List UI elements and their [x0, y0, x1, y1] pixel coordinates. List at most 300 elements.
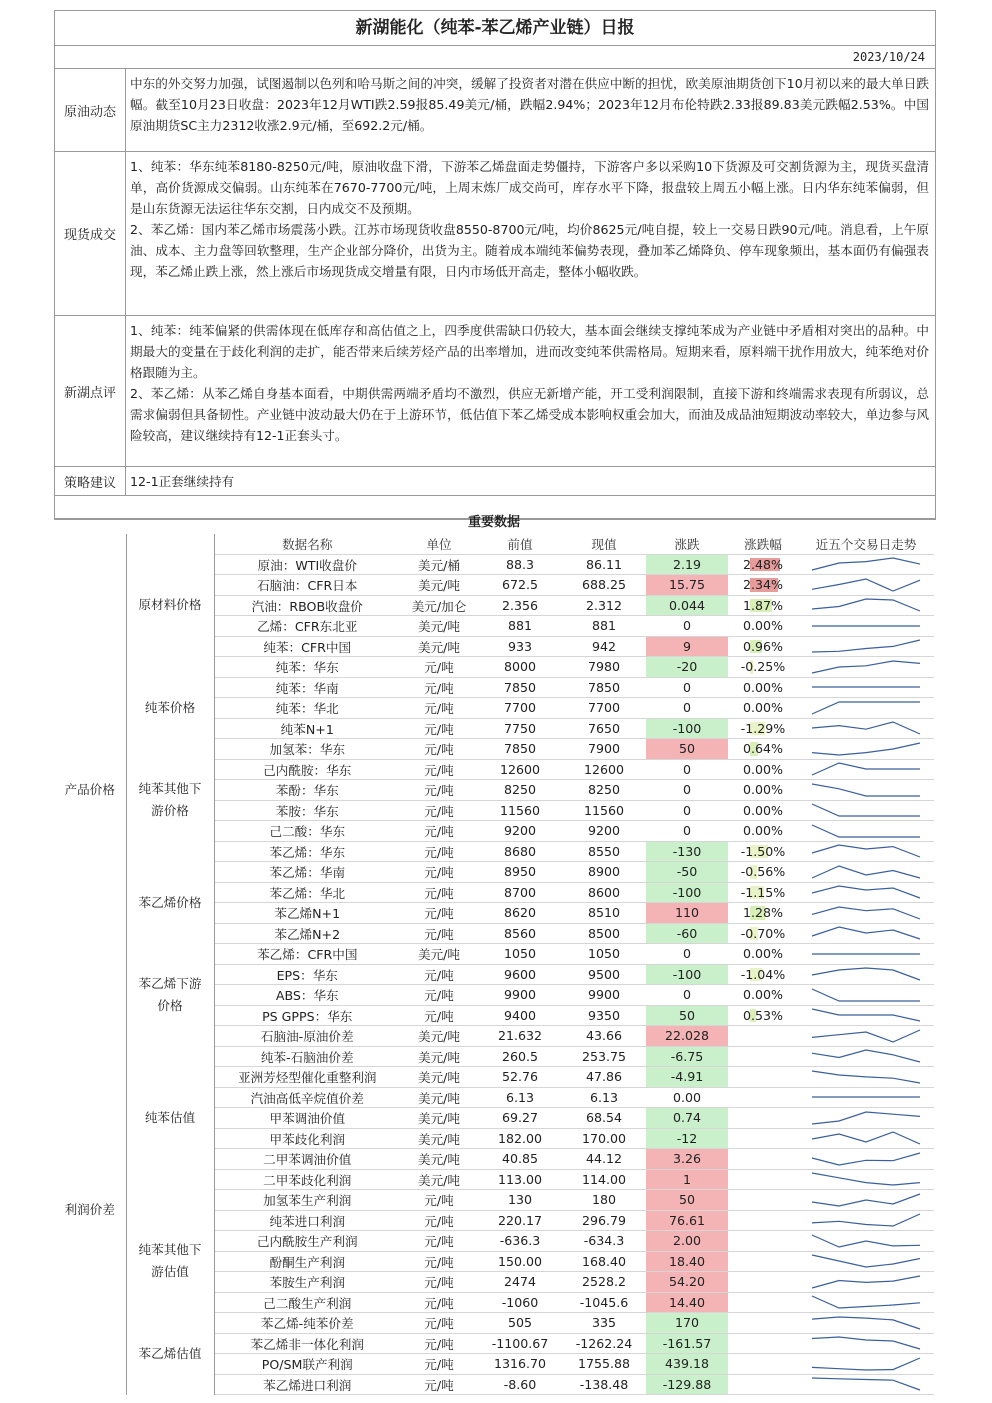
cell-prev: -636.3	[478, 1231, 562, 1252]
column-header: 单位	[400, 534, 478, 554]
cell-current: 168.40	[562, 1251, 646, 1272]
subgroup-label-text: 纯苯估值	[144, 1109, 196, 1125]
cell-unit: 美元/吨	[400, 1046, 478, 1067]
cell-trend	[798, 554, 934, 575]
cell-trend	[798, 1169, 934, 1190]
cell-change: 18.40	[646, 1251, 728, 1272]
trend-sparkline	[810, 843, 922, 859]
cell-current: 9200	[562, 821, 646, 842]
cell-pct-change	[728, 1046, 798, 1067]
trend-sparkline	[810, 597, 922, 613]
cell-name: 纯苯：CFR中国	[214, 636, 400, 657]
cell-change: 0	[646, 616, 728, 637]
cell-pct-change	[728, 718, 798, 739]
pct-value: -1.04%	[740, 966, 786, 982]
trend-line	[812, 1378, 920, 1390]
table-row	[54, 1026, 934, 1047]
cell-pct-change	[728, 821, 798, 842]
cell-trend	[798, 1149, 934, 1170]
cell-unit: 元/吨	[400, 1272, 478, 1293]
cell-name: ABS：华东	[214, 985, 400, 1006]
section-paragraph: 中东的外交努力加强，试图遏制以色列和哈马斯之间的冲突，缓解了投资者对潜在供应中断的担忧，欧美原油期货创下10月初以来的最大单日跌幅。截至10月23日收盘：2023年12月WTI跌2.59报85.49美元/桶，跌幅2.94%；2023年12月布伦特跌2.33报89.83美元跌幅2.53%。中国原油期货SC主力2312收涨2.9元/桶，至692.2元/桶。	[130, 76, 929, 133]
cell-current: 881	[562, 616, 646, 637]
cell-trend	[798, 1251, 934, 1272]
trend-sparkline	[810, 1028, 922, 1044]
cell-current: 9500	[562, 964, 646, 985]
section-text	[126, 69, 935, 151]
cell-change: 0	[646, 800, 728, 821]
cell-change: 110	[646, 903, 728, 924]
section-text	[126, 152, 935, 315]
cell-change: -50	[646, 862, 728, 883]
cell-change: 439.18	[646, 1354, 728, 1375]
header-blank	[126, 534, 214, 554]
cell-pct-change	[728, 1210, 798, 1231]
column-header: 涨跌	[646, 534, 728, 554]
group-label-text: 产品价格	[64, 781, 115, 797]
cell-change: 0	[646, 780, 728, 801]
cell-name: 纯苯：华南	[214, 677, 400, 698]
section-2	[55, 152, 935, 316]
trend-line	[812, 1009, 920, 1021]
cell-trend	[798, 1272, 934, 1293]
report-date: 2023/10/24	[852, 50, 925, 64]
cell-change: 0	[646, 698, 728, 719]
cell-unit: 美元/吨	[400, 1149, 478, 1170]
cell-prev: -8.60	[478, 1374, 562, 1395]
subgroup-label-text: 纯苯其他下游价格	[138, 781, 202, 818]
cell-name: 苯胺：华东	[214, 800, 400, 821]
cell-unit: 元/吨	[400, 903, 478, 924]
cell-unit: 元/吨	[400, 923, 478, 944]
cell-unit: 美元/桶	[400, 554, 478, 575]
cell-pct-change	[728, 657, 798, 678]
cell-name: 纯苯：华北	[214, 698, 400, 719]
cell-current: 942	[562, 636, 646, 657]
cell-change: 0	[646, 677, 728, 698]
cell-prev: 182.00	[478, 1128, 562, 1149]
cell-pct-change	[728, 1149, 798, 1170]
trend-sparkline	[810, 1192, 922, 1208]
cell-name: 苯乙烯：华南	[214, 862, 400, 883]
cell-prev: 52.76	[478, 1067, 562, 1088]
cell-prev: 88.3	[478, 554, 562, 575]
cell-prev: 7750	[478, 718, 562, 739]
section-text	[126, 316, 935, 466]
cell-trend	[798, 1005, 934, 1026]
cell-trend	[798, 718, 934, 739]
cell-prev: 12600	[478, 759, 562, 780]
section-4	[55, 467, 935, 496]
cell-unit: 元/吨	[400, 1354, 478, 1375]
trend-sparkline	[810, 1212, 922, 1228]
trend-line	[812, 558, 920, 570]
cell-change: 1	[646, 1169, 728, 1190]
cell-current: 170.00	[562, 1128, 646, 1149]
cell-pct-change	[728, 575, 798, 596]
cell-prev: 8680	[478, 841, 562, 862]
section-paragraph: 2、苯乙烯：从苯乙烯自身基本面看，中期供需两端矛盾均不激烈，供应无新增产能，开工受利润限制，直接下游和终端需求表现有所弱议，总需求偏弱但具备韧性。产业链中波动最大仍在于上游环节，低估值下苯乙烯受成本影响权重会加大，而油及成品油短期波动率较大，单边参与风险较高，建议继续持有12-1正套头寸。	[130, 386, 929, 443]
cell-prev: 150.00	[478, 1251, 562, 1272]
trend-line	[812, 1030, 920, 1042]
trend-line	[812, 1358, 920, 1370]
cell-trend	[798, 882, 934, 903]
report-title: 新湖能化（纯苯-苯乙烯产业链）日报	[55, 11, 935, 46]
group-label	[54, 554, 126, 1026]
trend-line	[812, 702, 920, 714]
cell-trend	[798, 1292, 934, 1313]
cell-current: -634.3	[562, 1231, 646, 1252]
cell-name: 甲苯调油价值	[214, 1108, 400, 1129]
cell-prev: 9600	[478, 964, 562, 985]
pct-value: -0.25%	[740, 659, 786, 675]
subgroup-label	[126, 759, 214, 841]
cell-name: 苯乙烯：CFR中国	[214, 944, 400, 965]
cell-name: 石脑油-原油价差	[214, 1026, 400, 1047]
pct-value: 0.53%	[742, 1007, 783, 1023]
cell-change: -100	[646, 964, 728, 985]
report-frame	[54, 10, 936, 520]
trend-sparkline	[810, 987, 922, 1003]
cell-unit: 美元/吨	[400, 944, 478, 965]
cell-unit: 元/吨	[400, 841, 478, 862]
subgroup-label-text: 原材料价格	[138, 597, 202, 613]
subgroup-label	[126, 1210, 214, 1313]
cell-change: -100	[646, 882, 728, 903]
data-table-wrap	[54, 512, 934, 1395]
cell-change: 3.26	[646, 1149, 728, 1170]
cell-change: -129.88	[646, 1374, 728, 1395]
cell-trend	[798, 1313, 934, 1334]
trend-line	[812, 1132, 920, 1144]
trend-sparkline	[810, 1274, 922, 1290]
cell-name: 苯乙烯进口利润	[214, 1374, 400, 1395]
cell-prev: 11560	[478, 800, 562, 821]
cell-name: 苯乙烯N+2	[214, 923, 400, 944]
cell-unit: 元/吨	[400, 718, 478, 739]
trend-sparkline	[810, 1253, 922, 1269]
pct-value: 2.48%	[742, 556, 783, 572]
cell-name: 纯苯-石脑油价差	[214, 1046, 400, 1067]
cell-pct-change	[728, 1067, 798, 1088]
cell-unit: 美元/吨	[400, 1026, 478, 1047]
pct-value: 0.64%	[742, 741, 783, 757]
trend-line	[812, 579, 920, 591]
cell-name: 亚洲芳烃型催化重整利润	[214, 1067, 400, 1088]
cell-name: 甲苯歧化利润	[214, 1128, 400, 1149]
cell-current: 2528.2	[562, 1272, 646, 1293]
pct-value: 0.00%	[742, 802, 783, 818]
cell-pct-change	[728, 1354, 798, 1375]
column-header: 涨跌幅	[728, 534, 798, 554]
cell-unit: 元/吨	[400, 862, 478, 883]
cell-trend	[798, 862, 934, 883]
cell-change: 0	[646, 759, 728, 780]
section-3	[55, 316, 935, 467]
trend-sparkline	[810, 1376, 922, 1392]
pct-value: -0.70%	[740, 925, 786, 941]
pct-value: 0.00%	[742, 700, 783, 716]
cell-trend	[798, 1210, 934, 1231]
cell-pct-change	[728, 1272, 798, 1293]
cell-trend	[798, 616, 934, 637]
cell-change: -100	[646, 718, 728, 739]
trend-sparkline	[810, 761, 922, 777]
cell-current: 9900	[562, 985, 646, 1006]
cell-unit: 元/吨	[400, 800, 478, 821]
cell-prev: 8700	[478, 882, 562, 903]
trend-line	[812, 763, 920, 775]
cell-prev: 6.13	[478, 1087, 562, 1108]
cell-prev: 2.356	[478, 595, 562, 616]
cell-prev: 7850	[478, 739, 562, 760]
pct-value: -0.56%	[740, 864, 786, 880]
trend-line	[812, 1255, 920, 1267]
cell-trend	[798, 780, 934, 801]
cell-unit: 元/吨	[400, 1251, 478, 1272]
cell-current: 11560	[562, 800, 646, 821]
table-row	[54, 841, 934, 862]
cell-current: 8600	[562, 882, 646, 903]
cell-pct-change	[728, 759, 798, 780]
trend-sparkline	[810, 966, 922, 982]
cell-pct-change	[728, 1128, 798, 1149]
cell-prev: -1100.67	[478, 1333, 562, 1354]
table-row	[54, 1313, 934, 1334]
cell-change: -60	[646, 923, 728, 944]
cell-trend	[798, 677, 934, 698]
section-label: 原油动态	[55, 69, 126, 151]
cell-change: 2.19	[646, 554, 728, 575]
cell-name: 苯酚：华东	[214, 780, 400, 801]
pct-value: 2.34%	[742, 577, 783, 593]
cell-name: 汽油高低辛烷值价差	[214, 1087, 400, 1108]
table-row	[54, 657, 934, 678]
cell-prev: 40.85	[478, 1149, 562, 1170]
cell-pct-change	[728, 698, 798, 719]
cell-name: 苯乙烯-纯苯价差	[214, 1313, 400, 1334]
cell-prev: 8000	[478, 657, 562, 678]
cell-change: 50	[646, 1190, 728, 1211]
cell-pct-change	[728, 1231, 798, 1252]
cell-change: -12	[646, 1128, 728, 1149]
pct-value: 0.00%	[742, 761, 783, 777]
cell-unit: 元/吨	[400, 1210, 478, 1231]
cell-change: 15.75	[646, 575, 728, 596]
cell-unit: 元/吨	[400, 1374, 478, 1395]
cell-pct-change	[728, 1251, 798, 1272]
cell-name: 苯乙烯非一体化利润	[214, 1333, 400, 1354]
trend-line	[812, 989, 920, 1001]
cell-pct-change	[728, 1313, 798, 1334]
pct-value: -1.15%	[740, 884, 786, 900]
cell-trend	[798, 636, 934, 657]
cell-name: 酚酮生产利润	[214, 1251, 400, 1272]
trend-line	[812, 640, 920, 652]
cell-trend	[798, 1374, 934, 1395]
trend-sparkline	[810, 679, 922, 695]
cell-trend	[798, 759, 934, 780]
cell-prev: 933	[478, 636, 562, 657]
cell-name: 苯乙烯：华北	[214, 882, 400, 903]
commentary-sections	[55, 69, 935, 496]
cell-prev: 1050	[478, 944, 562, 965]
pct-value: 0.00%	[742, 987, 783, 1003]
cell-trend	[798, 1354, 934, 1375]
trend-line	[812, 825, 920, 837]
cell-pct-change	[728, 739, 798, 760]
column-header: 现值	[562, 534, 646, 554]
cell-pct-change	[728, 1108, 798, 1129]
pct-value: 0.00%	[742, 782, 783, 798]
cell-current: 180	[562, 1190, 646, 1211]
cell-pct-change	[728, 677, 798, 698]
section-paragraph: 1、纯苯：纯苯偏紧的供需体现在低库存和高估值之上，四季度供需缺口仍较大，基本面会继续支撑纯苯成为产业链中矛盾相对突出的品种。中期最大的变量在于歧化利润的走扩，能否带来后续芳烃产品的出率增加，进而改变纯苯供需格局。短期来看，原料端干扰作用放大，纯苯绝对价格跟随为主。	[130, 323, 929, 380]
cell-prev: -1060	[478, 1292, 562, 1313]
cell-trend	[798, 1231, 934, 1252]
trend-sparkline	[810, 720, 922, 736]
cell-trend	[798, 1333, 934, 1354]
cell-trend	[798, 821, 934, 842]
cell-current: -1045.6	[562, 1292, 646, 1313]
cell-prev: 7850	[478, 677, 562, 698]
cell-pct-change	[728, 1087, 798, 1108]
cell-prev: 260.5	[478, 1046, 562, 1067]
cell-pct-change	[728, 1005, 798, 1026]
cell-current: 86.11	[562, 554, 646, 575]
cell-unit: 元/吨	[400, 698, 478, 719]
cell-pct-change	[728, 882, 798, 903]
cell-unit: 美元/吨	[400, 1128, 478, 1149]
trend-sparkline	[810, 1069, 922, 1085]
cell-prev: 21.632	[478, 1026, 562, 1047]
cell-change: 0.044	[646, 595, 728, 616]
section-label: 策略建议	[55, 467, 126, 495]
cell-current: 8900	[562, 862, 646, 883]
trend-line	[812, 661, 920, 673]
trend-sparkline	[810, 1294, 922, 1310]
trend-line	[812, 1235, 920, 1247]
cell-change: 0	[646, 944, 728, 965]
cell-change: 0	[646, 821, 728, 842]
section-text	[126, 467, 935, 495]
cell-pct-change	[728, 944, 798, 965]
trend-sparkline	[810, 884, 922, 900]
cell-prev: 9200	[478, 821, 562, 842]
pct-value: 1.87%	[742, 597, 783, 613]
cell-unit: 美元/吨	[400, 1087, 478, 1108]
cell-unit: 美元/吨	[400, 616, 478, 637]
cell-name: PO/SM联产利润	[214, 1354, 400, 1375]
cell-name: 二甲苯调油价值	[214, 1149, 400, 1170]
cell-unit: 美元/吨	[400, 1169, 478, 1190]
cell-current: 44.12	[562, 1149, 646, 1170]
cell-current: 253.75	[562, 1046, 646, 1067]
cell-trend	[798, 739, 934, 760]
trend-sparkline	[810, 905, 922, 921]
cell-unit: 元/吨	[400, 985, 478, 1006]
cell-trend	[798, 944, 934, 965]
cell-change: 76.61	[646, 1210, 728, 1231]
cell-trend	[798, 657, 934, 678]
cell-name: 汽油：RBOB收盘价	[214, 595, 400, 616]
cell-pct-change	[728, 862, 798, 883]
cell-name: 苯乙烯：华东	[214, 841, 400, 862]
data-table	[54, 534, 934, 1395]
trend-line	[812, 722, 920, 734]
section-paragraph: 2、苯乙烯：国内苯乙烯市场震荡小跌。江苏市场现货收盘8550-8700元/吨，均价8625元/吨自提，较上一交易日跌90元/吨。消息看，上午原油、成本、主力盘等回软整理，生产企业部分降价，出货为主。随着成本端纯苯偏势表现，叠加苯乙烯降负、停车现象频出，基本面仍有偏强表现，苯乙烯止跌上涨，然上涨后市场现货成交增量有限，日内市场低开高走，整体小幅收跌。	[130, 222, 929, 279]
trend-line	[812, 1337, 920, 1349]
cell-prev: 69.27	[478, 1108, 562, 1129]
cell-trend	[798, 964, 934, 985]
cell-name: 苯胺生产利润	[214, 1272, 400, 1293]
trend-sparkline	[810, 638, 922, 654]
section-label: 现货成交	[55, 152, 126, 315]
cell-prev: 505	[478, 1313, 562, 1334]
cell-current: 47.86	[562, 1067, 646, 1088]
cell-name: EPS：华东	[214, 964, 400, 985]
cell-prev: 7700	[478, 698, 562, 719]
table-header-row	[54, 534, 934, 554]
cell-name: 苯乙烯N+1	[214, 903, 400, 924]
cell-unit: 元/吨	[400, 964, 478, 985]
cell-change: -161.57	[646, 1333, 728, 1354]
cell-change: -4.91	[646, 1067, 728, 1088]
cell-prev: 9400	[478, 1005, 562, 1026]
cell-current: -138.48	[562, 1374, 646, 1395]
subgroup-label	[126, 964, 214, 1026]
cell-unit: 元/吨	[400, 1292, 478, 1313]
cell-unit: 元/吨	[400, 677, 478, 698]
cell-change: 2.00	[646, 1231, 728, 1252]
cell-trend	[798, 800, 934, 821]
date-row	[55, 46, 935, 69]
cell-pct-change	[728, 1292, 798, 1313]
trend-sparkline	[810, 1130, 922, 1146]
trend-sparkline	[810, 802, 922, 818]
section-1	[55, 69, 935, 152]
cell-name: PS GPPS：华东	[214, 1005, 400, 1026]
cell-change: -20	[646, 657, 728, 678]
trend-line	[812, 1071, 920, 1083]
cell-unit: 元/吨	[400, 657, 478, 678]
cell-unit: 元/吨	[400, 780, 478, 801]
cell-current: 1755.88	[562, 1354, 646, 1375]
cell-current: 43.66	[562, 1026, 646, 1047]
cell-name: 原油：WTI收盘价	[214, 554, 400, 575]
cell-current: 7700	[562, 698, 646, 719]
cell-pct-change	[728, 903, 798, 924]
section-paragraph: 1、纯苯：华东纯苯8180-8250元/吨，原油收盘下滑，下游苯乙烯盘面走势僵持，下游客户多以采购10下货源及可交割货源为主，现货买盘清单，高价货源成交偏弱。山东纯苯在7670-7700元/吨，上周末炼厂成交尚可，库存水平下降，报盘较上周五小幅上涨。日内华东纯苯偏弱，但是山东货源无法运往华东交割，日内成交不及预期。	[130, 159, 929, 216]
cell-trend	[798, 923, 934, 944]
trend-sparkline	[810, 1089, 922, 1105]
cell-current: 8250	[562, 780, 646, 801]
trend-line	[812, 1050, 920, 1062]
cell-prev: 1316.70	[478, 1354, 562, 1375]
cell-trend	[798, 1067, 934, 1088]
cell-current: 7900	[562, 739, 646, 760]
cell-name: 石脑油：CFR日本	[214, 575, 400, 596]
cell-name: 二甲苯歧化利润	[214, 1169, 400, 1190]
subgroup-label-text: 纯苯其他下游估值	[138, 1242, 202, 1280]
trend-line	[812, 1317, 920, 1329]
trend-sparkline	[810, 1315, 922, 1331]
cell-change: -130	[646, 841, 728, 862]
cell-prev: 113.00	[478, 1169, 562, 1190]
cell-change: 170	[646, 1313, 728, 1334]
cell-pct-change	[728, 595, 798, 616]
table-row	[54, 554, 934, 575]
